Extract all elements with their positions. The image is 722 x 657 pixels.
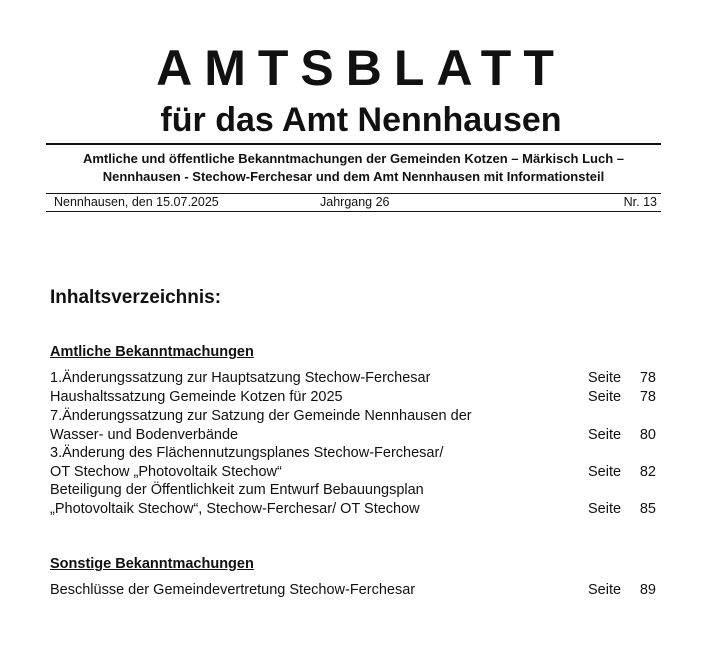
toc-entry-page xyxy=(588,581,660,600)
masthead-rule xyxy=(46,143,661,145)
page-number: 78 xyxy=(639,389,656,405)
toc-entry-page xyxy=(588,388,660,407)
toc-entry-page xyxy=(588,426,660,445)
page-number: 89 xyxy=(639,582,656,598)
toc-entry-title-continued: OT Stechow „Photovoltaik Stechow“ xyxy=(50,463,282,480)
page-label: Seite xyxy=(588,426,622,443)
toc-entry-title: 1.Änderungssatzung zur Hauptsatzung Stechow-Ferchesar xyxy=(50,370,431,386)
toc-entry-title: Beschlüsse der Gemeindevertretung Stechow-Ferchesar xyxy=(50,582,416,598)
toc-entry-title: 3.Änderung des Flächennutzungsplanes Stechow-Ferchesar/ xyxy=(50,445,444,461)
toc-entry xyxy=(50,581,660,600)
masthead-title: AMTSBLATT xyxy=(156,40,566,96)
toc-entry-page xyxy=(588,463,660,482)
section-heading-amtliche: Amtliche Bekanntmachungen xyxy=(50,344,254,360)
toc-entry-title: Haushaltssatzung Gemeinde Kotzen für 2025 xyxy=(50,389,343,405)
page-number: 78 xyxy=(639,370,656,386)
section-heading-sonstige: Sonstige Bekanntmachungen xyxy=(50,556,254,572)
page-label: Seite xyxy=(588,463,622,480)
toc-entry xyxy=(50,444,660,481)
page-label: Seite xyxy=(588,582,622,598)
toc-heading: Inhaltsverzeichnis: xyxy=(50,287,222,308)
toc-entry-page xyxy=(588,369,660,388)
toc-entry xyxy=(50,481,660,518)
page-label: Seite xyxy=(588,370,622,386)
toc-entry xyxy=(50,369,660,388)
issue-info xyxy=(54,194,657,211)
toc-entry-title-continued: „Photovoltaik Stechow“, Stechow-Ferchesar/ OT Stechow xyxy=(50,500,420,517)
masthead-tagline xyxy=(46,150,661,186)
issue-rule-bottom xyxy=(46,211,661,212)
tagline-line-1: Amtliche und öffentliche Bekanntmachungen der Gemeinden Kotzen – Märkisch Luch – xyxy=(82,151,625,166)
page-number: 80 xyxy=(639,426,656,443)
issue-volume: Jahrgang 26 xyxy=(320,195,390,209)
page-label: Seite xyxy=(588,500,622,517)
tagline-line-2: Nennhausen - Stechow-Ferchesar und dem Amt Nennhausen mit Informationsteil xyxy=(102,169,605,184)
toc-entry-title-continued: Wasser- und Bodenverbände xyxy=(50,426,239,443)
toc-entry xyxy=(50,388,660,407)
issue-number: Nr. 13 xyxy=(623,195,657,209)
page-label: Seite xyxy=(588,389,622,405)
page-number: 82 xyxy=(639,463,656,480)
toc-entry xyxy=(50,407,660,444)
issue-place-date: Nennhausen, den 15.07.2025 xyxy=(54,195,219,209)
page-number: 85 xyxy=(639,500,656,517)
toc-entry-title: Beteiligung der Öffentlichkeit zum Entwurf Bebauungsplan xyxy=(50,482,424,498)
toc-entry-page xyxy=(588,500,660,519)
masthead-subtitle: für das Amt Nennhausen xyxy=(160,101,562,139)
toc-entry-title: 7.Änderungssatzung zur Satzung der Gemeinde Nennhausen der xyxy=(50,408,472,424)
